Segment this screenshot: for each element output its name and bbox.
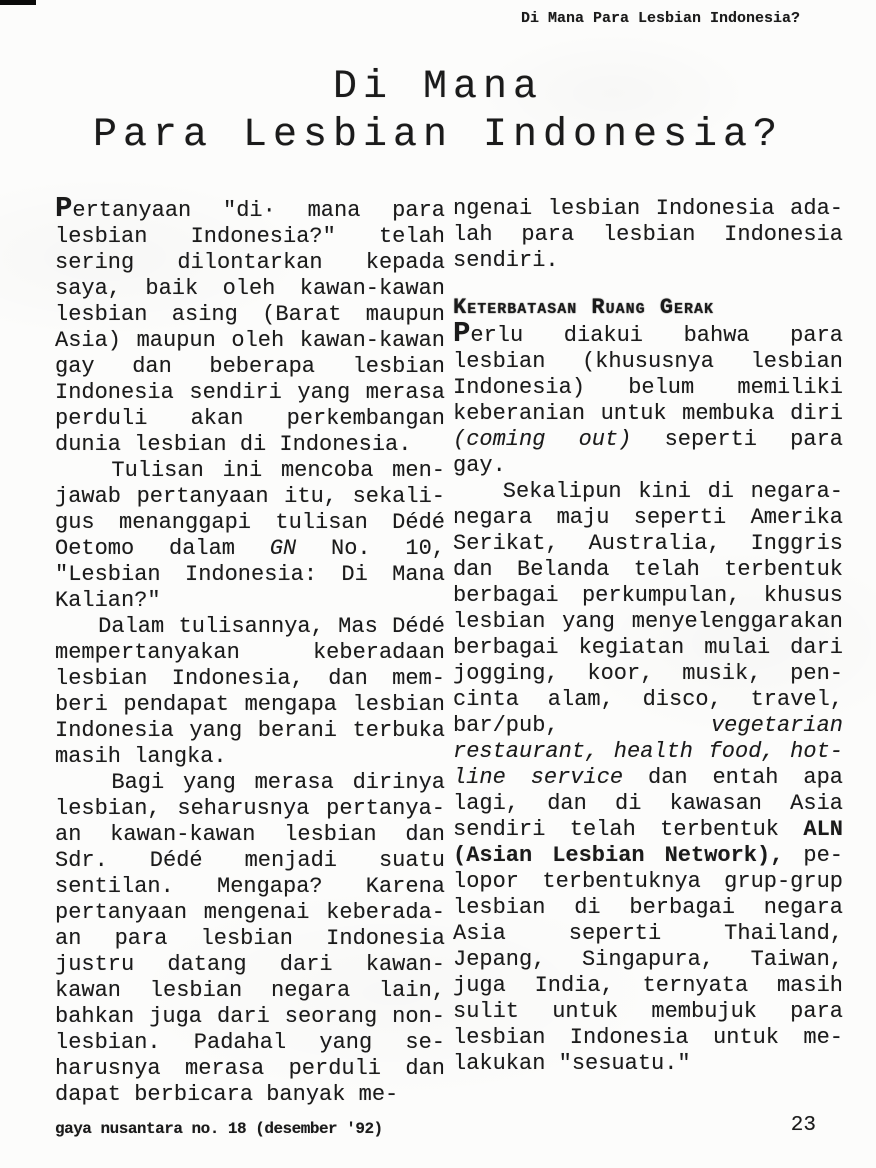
text-line: [55, 692, 445, 718]
text-run: Dalam tulisannya, Mas Dédé: [55, 614, 445, 639]
text-run: (Asian Lesbian Network),: [453, 843, 784, 868]
section-heading: Keterbatasan Ruang Gerak: [453, 295, 715, 320]
text-run: Oetomo dalam: [55, 536, 270, 561]
text-line: [453, 869, 843, 895]
text-line: [55, 432, 445, 458]
text-line: [55, 458, 445, 484]
text-run: Bagi yang merasa dirinya: [55, 770, 445, 795]
text-run: (coming out): [453, 427, 632, 452]
text-line: [55, 1082, 445, 1108]
text-run: lesbian di berbagai negara: [453, 895, 843, 920]
text-run: lopor terbentuknya grup-grup: [453, 869, 843, 894]
text-run: gay dan beberapa lesbian: [55, 354, 445, 379]
text-run: Sekalipun kini di negara-: [453, 479, 843, 504]
text-run: lesbian Indonesia untuk me-: [453, 1025, 843, 1050]
text-line: [55, 796, 445, 822]
text-line: [453, 661, 843, 687]
column-left: [55, 192, 445, 1108]
text-line: [453, 583, 843, 609]
text-run: sendiri telah terbentuk: [453, 817, 804, 842]
text-line: [453, 531, 843, 557]
text-run: berbagai perkumpulan, khusus: [453, 583, 843, 608]
text-line: [55, 952, 445, 978]
column-right: [453, 196, 843, 1108]
text-line: [453, 1051, 843, 1077]
text-line: [55, 536, 445, 562]
text-line: [55, 250, 445, 276]
text-run: harusnya merasa perduli dan: [55, 1056, 445, 1081]
text-run: bar/pub,: [453, 713, 711, 738]
text-run: juga India, ternyata masih: [453, 973, 843, 998]
text-columns: [55, 192, 843, 1108]
text-run: an para lesbian Indonesia: [55, 926, 445, 951]
text-line: [55, 1030, 445, 1056]
text-line: [453, 687, 843, 713]
text-run: jawab pertanyaan itu, sekali-: [55, 484, 445, 509]
text-run: justru datang dari kawan-: [55, 952, 445, 977]
text-line: [55, 900, 445, 926]
text-line: [453, 713, 843, 739]
text-line: [453, 791, 843, 817]
text-line: [453, 1025, 843, 1051]
text-run: beri pendapat mengapa lesbian: [55, 692, 445, 717]
text-line: [453, 317, 843, 350]
page-number: 23: [790, 1114, 816, 1137]
text-run: perduli akan perkembangan: [55, 406, 445, 431]
journal-issue-line: gaya nusantara no. 18 (desember '92): [55, 1120, 383, 1138]
article-title: [0, 64, 876, 160]
text-run: No. 10,: [296, 536, 445, 561]
text-line: [55, 978, 445, 1004]
text-run: negara maju seperti Amerika: [453, 505, 843, 530]
initial-capital: P: [55, 192, 73, 225]
text-line: [55, 380, 445, 406]
text-run: lesbian Indonesia, dan mem-: [55, 666, 445, 691]
text-run: Indonesia sendiri yang merasa: [55, 380, 445, 405]
text-line: [453, 557, 843, 583]
text-line: [55, 1056, 445, 1082]
text-run: lesbian Indonesia?" telah: [55, 224, 445, 249]
text-line: [453, 765, 843, 791]
text-line: [453, 349, 843, 375]
text-run: kawan lesbian negara lain,: [55, 978, 445, 1003]
scan-edge-artifact: [0, 0, 36, 5]
text-run: line service: [453, 765, 624, 790]
text-run: ALN: [803, 817, 843, 842]
text-run: GN: [269, 536, 297, 561]
text-run: lesbian, seharusnya pertanya-: [55, 796, 445, 821]
text-run: lesbian. Padahal yang se-: [55, 1030, 445, 1055]
text-line: [453, 973, 843, 999]
text-line: [55, 276, 445, 302]
text-line: [55, 640, 445, 666]
text-line: [453, 375, 843, 401]
text-run: dapat berbicara banyak me-: [55, 1082, 399, 1107]
text-line: [55, 614, 445, 640]
text-run: sentilan. Mengapa? Karena: [55, 874, 445, 899]
text-line: [453, 895, 843, 921]
text-run: dan entah apa: [623, 765, 843, 790]
text-run: lesbian asing (Barat maupun: [55, 302, 445, 327]
text-run: mempertanyakan keberadaan: [55, 640, 445, 665]
text-run: dunia lesbian di Indonesia.: [55, 432, 412, 457]
text-line: [453, 401, 843, 427]
text-run: Serikat, Australia, Inggris: [453, 531, 843, 556]
text-run: Sdr. Dédé menjadi suatu: [55, 848, 445, 873]
text-line: [55, 562, 445, 588]
text-run: Indonesia yang berani terbuka: [55, 718, 445, 743]
text-run: lakukan "sesuatu.": [453, 1051, 691, 1076]
text-line: [55, 666, 445, 692]
article-title-line-2: Para Lesbian Indonesia?: [92, 113, 784, 158]
text-run: sering dilontarkan kepada: [55, 250, 445, 275]
text-run: sendiri.: [453, 248, 559, 273]
text-run: seperti para: [631, 427, 843, 452]
text-line: [55, 718, 445, 744]
text-run: pe-: [783, 843, 843, 868]
text-run: saya, baik oleh kawan-kawan: [55, 276, 445, 301]
text-run: masih langka.: [55, 744, 227, 769]
text-run: lagi, dan di kawasan Asia: [453, 791, 843, 816]
text-run: dan Belanda telah terbentuk: [453, 557, 843, 582]
text-line: [453, 196, 843, 222]
text-line: [55, 406, 445, 432]
text-run: bahkan juga dari seorang non-: [55, 1004, 445, 1029]
text-line: [55, 770, 445, 796]
text-line: [55, 354, 445, 380]
text-line: [453, 453, 843, 479]
text-line: [55, 588, 445, 614]
text-run: sulit untuk membujuk para: [453, 999, 843, 1024]
text-line: [453, 479, 843, 505]
text-run: Asia seperti Thailand,: [453, 921, 843, 946]
text-run: lesbian (khususnya lesbian: [453, 349, 843, 374]
text-line: [453, 947, 843, 973]
text-run: "Lesbian Indonesia: Di Mana: [55, 562, 445, 587]
text-line: [453, 609, 843, 635]
text-line: [453, 921, 843, 947]
text-run: ngenai lesbian Indonesia ada-: [453, 196, 843, 221]
text-run: lesbian yang menyelenggarakan: [453, 609, 843, 634]
text-line: [55, 1004, 445, 1030]
text-line: [55, 848, 445, 874]
text-run: Tulisan ini mencoba men-: [55, 458, 445, 483]
text-run: erlu diakui bahwa para: [470, 323, 843, 348]
text-run: restaurant, health food, hot-: [453, 739, 843, 764]
text-line: [55, 926, 445, 952]
text-run: pertanyaan mengenai keberada-: [55, 900, 445, 925]
initial-capital: P: [453, 317, 471, 350]
text-line: [55, 822, 445, 848]
text-run: Asia) maupun oleh kawan-kawan: [55, 328, 445, 353]
text-run: gay.: [453, 453, 506, 478]
text-run: cinta alam, disco, travel,: [453, 687, 843, 712]
text-line: [55, 744, 445, 770]
text-line: [453, 817, 843, 843]
text-line: [55, 192, 445, 225]
text-line: [453, 505, 843, 531]
text-run: ertanyaan "di· mana para: [72, 198, 445, 223]
text-run: gus menanggapi tulisan Dédé: [55, 510, 445, 535]
text-line: [453, 248, 843, 274]
text-line: [453, 739, 843, 765]
text-line: [55, 484, 445, 510]
text-run: Indonesia) belum memiliki: [453, 375, 843, 400]
text-line: [453, 427, 843, 453]
text-line: [453, 222, 843, 248]
text-run: jogging, koor, musik, pen-: [453, 661, 843, 686]
text-line: [453, 635, 843, 661]
text-run: berbagai kegiatan mulai dari: [453, 635, 843, 660]
text-line: [55, 224, 445, 250]
text-run: lah para lesbian Indonesia: [453, 222, 843, 247]
text-run: keberanian untuk membuka diri: [453, 401, 843, 426]
article-title-line-1: Di Mana: [332, 65, 544, 110]
text-line: [55, 328, 445, 354]
column-gap: [453, 274, 843, 295]
text-line: [453, 999, 843, 1025]
text-run: vegetarian: [710, 713, 843, 738]
text-line: [55, 874, 445, 900]
text-run: Jepang, Singapura, Taiwan,: [453, 947, 843, 972]
running-header: Di Mana Para Lesbian Indonesia?: [520, 10, 800, 27]
text-run: an kawan-kawan lesbian dan: [55, 822, 445, 847]
text-line: [55, 510, 445, 536]
text-run: Kalian?": [55, 588, 161, 613]
text-line: [55, 302, 445, 328]
text-line: [453, 843, 843, 869]
